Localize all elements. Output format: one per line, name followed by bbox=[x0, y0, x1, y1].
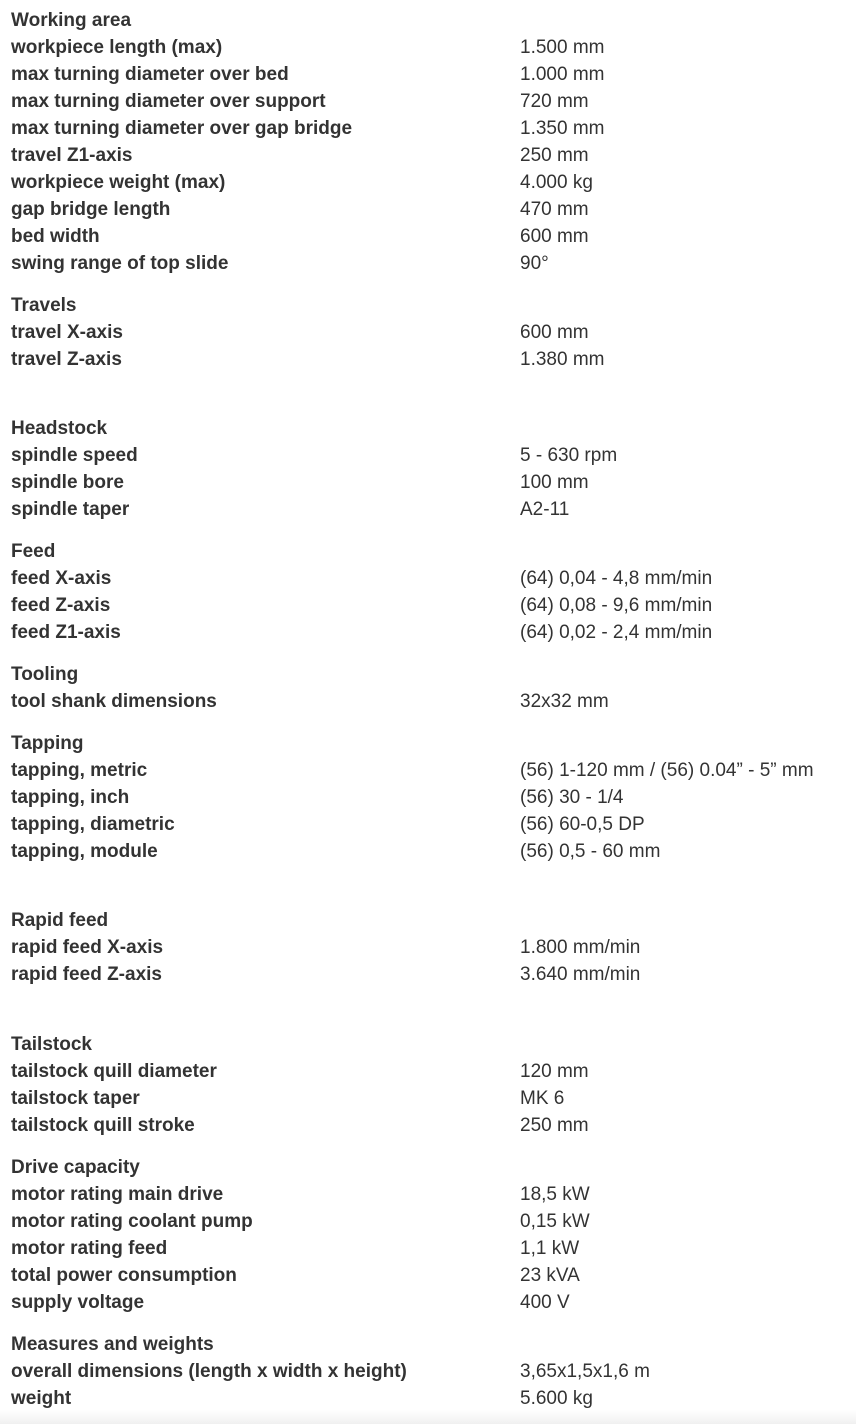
spec-label: tapping, module bbox=[11, 841, 158, 862]
spec-row bbox=[0, 142, 856, 169]
spec-label: motor rating coolant pump bbox=[11, 1211, 253, 1232]
spec-label: feed Z1-axis bbox=[11, 622, 121, 643]
spec-label: spindle taper bbox=[11, 499, 130, 520]
spec-value: 90° bbox=[520, 253, 549, 274]
section-heading-row bbox=[0, 415, 856, 442]
spec-row bbox=[0, 1289, 856, 1316]
section-heading-row bbox=[0, 1154, 856, 1181]
spec-value: 720 mm bbox=[520, 91, 589, 112]
spec-row bbox=[0, 1235, 856, 1262]
section-title: Travels bbox=[11, 295, 77, 316]
spec-row bbox=[0, 934, 856, 961]
spec-row bbox=[0, 784, 856, 811]
spec-value: (64) 0,02 - 2,4 mm/min bbox=[520, 622, 713, 643]
section-title: Tooling bbox=[11, 664, 79, 685]
spec-row bbox=[0, 250, 856, 277]
section-heading-row bbox=[0, 1331, 856, 1358]
section-title: Drive capacity bbox=[11, 1157, 140, 1178]
section-heading-row bbox=[0, 907, 856, 934]
spec-label: max turning diameter over bed bbox=[11, 64, 289, 85]
section-title: Working area bbox=[11, 10, 132, 31]
spec-value: (56) 0,5 - 60 mm bbox=[520, 841, 661, 862]
spec-label: travel X-axis bbox=[11, 322, 123, 343]
spec-label: spindle bore bbox=[11, 472, 124, 493]
spec-value: MK 6 bbox=[520, 1088, 565, 1109]
spec-row bbox=[0, 223, 856, 250]
spec-label: workpiece length (max) bbox=[11, 37, 223, 58]
section-title: Headstock bbox=[11, 418, 108, 439]
section-heading-row bbox=[0, 1031, 856, 1058]
spec-value: 1,1 kW bbox=[520, 1238, 580, 1259]
section-title: Tailstock bbox=[11, 1034, 92, 1055]
spec-label: total power consumption bbox=[11, 1265, 237, 1286]
section-heading-row bbox=[0, 538, 856, 565]
spec-row bbox=[0, 811, 856, 838]
spec-value: 1.800 mm/min bbox=[520, 937, 641, 958]
spec-row bbox=[0, 1358, 856, 1385]
spec-label: motor rating main drive bbox=[11, 1184, 224, 1205]
spec-label: tailstock quill diameter bbox=[11, 1061, 217, 1082]
section-title: Feed bbox=[11, 541, 56, 562]
spec-row bbox=[0, 688, 856, 715]
spec-label: spindle speed bbox=[11, 445, 138, 466]
spec-label: tailstock quill stroke bbox=[11, 1115, 195, 1136]
spec-value: (56) 60-0,5 DP bbox=[520, 814, 645, 835]
spec-value: 3.640 mm/min bbox=[520, 964, 641, 985]
spec-row bbox=[0, 1208, 856, 1235]
spec-row bbox=[0, 319, 856, 346]
spec-row bbox=[0, 757, 856, 784]
spec-label: motor rating feed bbox=[11, 1238, 168, 1259]
section-title: Tapping bbox=[11, 733, 84, 754]
spec-row bbox=[0, 196, 856, 223]
spec-value: (56) 30 - 1/4 bbox=[520, 787, 624, 808]
spec-value: 400 V bbox=[520, 1292, 570, 1313]
spec-row bbox=[0, 961, 856, 988]
spec-value: 4.000 kg bbox=[520, 172, 593, 193]
section-title: Rapid feed bbox=[11, 910, 109, 931]
spec-row bbox=[0, 88, 856, 115]
spec-row bbox=[0, 61, 856, 88]
section-title: Measures and weights bbox=[11, 1334, 214, 1355]
spec-value: A2-11 bbox=[520, 499, 570, 520]
spec-label: travel Z-axis bbox=[11, 349, 122, 370]
spec-value: 1.000 mm bbox=[520, 64, 605, 85]
spec-value: 5.600 kg bbox=[520, 1388, 593, 1409]
spec-label: rapid feed X-axis bbox=[11, 937, 164, 958]
spec-value: 470 mm bbox=[520, 199, 589, 220]
spec-value: 250 mm bbox=[520, 145, 589, 166]
spec-value: 23 kVA bbox=[520, 1265, 580, 1286]
spec-value: 120 mm bbox=[520, 1061, 589, 1082]
spec-label: max turning diameter over support bbox=[11, 91, 326, 112]
spec-value: 600 mm bbox=[520, 322, 589, 343]
spec-value: 600 mm bbox=[520, 226, 589, 247]
spec-row bbox=[0, 592, 856, 619]
spec-label: feed X-axis bbox=[11, 568, 112, 589]
spec-label: overall dimensions (length x width x height) bbox=[11, 1361, 407, 1382]
spec-value: 1.350 mm bbox=[520, 118, 605, 139]
spec-label: workpiece weight (max) bbox=[11, 172, 226, 193]
spec-label: tool shank dimensions bbox=[11, 691, 217, 712]
spec-value: 250 mm bbox=[520, 1115, 589, 1136]
spec-value: (64) 0,04 - 4,8 mm/min bbox=[520, 568, 713, 589]
spec-value: 1.380 mm bbox=[520, 349, 605, 370]
spec-label: travel Z1-axis bbox=[11, 145, 133, 166]
spec-label: gap bridge length bbox=[11, 199, 171, 220]
section-heading-row bbox=[0, 292, 856, 319]
spec-label: tapping, diametric bbox=[11, 814, 175, 835]
spec-label: tapping, metric bbox=[11, 760, 148, 781]
spec-row bbox=[0, 619, 856, 646]
spec-label: swing range of top slide bbox=[11, 253, 229, 274]
spec-value: 5 - 630 rpm bbox=[520, 445, 618, 466]
spec-row bbox=[0, 1181, 856, 1208]
spec-row bbox=[0, 34, 856, 61]
spec-label: tailstock taper bbox=[11, 1088, 140, 1109]
spec-row bbox=[0, 442, 856, 469]
spec-row bbox=[0, 496, 856, 523]
spec-row bbox=[0, 838, 856, 865]
spec-row bbox=[0, 115, 856, 142]
section-heading-row bbox=[0, 7, 856, 34]
spec-row bbox=[0, 1112, 856, 1139]
spec-row bbox=[0, 1085, 856, 1112]
spec-row bbox=[0, 469, 856, 496]
spec-label: max turning diameter over gap bridge bbox=[11, 118, 353, 139]
spec-label: feed Z-axis bbox=[11, 595, 111, 616]
spec-label: tapping, inch bbox=[11, 787, 130, 808]
spec-value: (56) 1-120 mm / (56) 0.04” - 5” mm bbox=[520, 760, 814, 781]
bottom-fade bbox=[0, 1410, 856, 1424]
spec-value: 32x32 mm bbox=[520, 691, 609, 712]
spec-row bbox=[0, 1058, 856, 1085]
spec-row bbox=[0, 565, 856, 592]
spec-value: 0,15 kW bbox=[520, 1211, 590, 1232]
spec-row bbox=[0, 1262, 856, 1289]
spec-row bbox=[0, 1385, 856, 1412]
spec-label: supply voltage bbox=[11, 1292, 145, 1313]
spec-row bbox=[0, 346, 856, 373]
spec-value: 1.500 mm bbox=[520, 37, 605, 58]
spec-row bbox=[0, 169, 856, 196]
spec-value: 18,5 kW bbox=[520, 1184, 590, 1205]
spec-value: 3,65x1,5x1,6 m bbox=[520, 1361, 650, 1382]
spec-label: weight bbox=[11, 1388, 72, 1409]
spec-label: rapid feed Z-axis bbox=[11, 964, 162, 985]
spec-value: (64) 0,08 - 9,6 mm/min bbox=[520, 595, 713, 616]
spec-label: bed width bbox=[11, 226, 100, 247]
section-heading-row bbox=[0, 730, 856, 757]
section-heading-row bbox=[0, 661, 856, 688]
spec-value: 100 mm bbox=[520, 472, 589, 493]
